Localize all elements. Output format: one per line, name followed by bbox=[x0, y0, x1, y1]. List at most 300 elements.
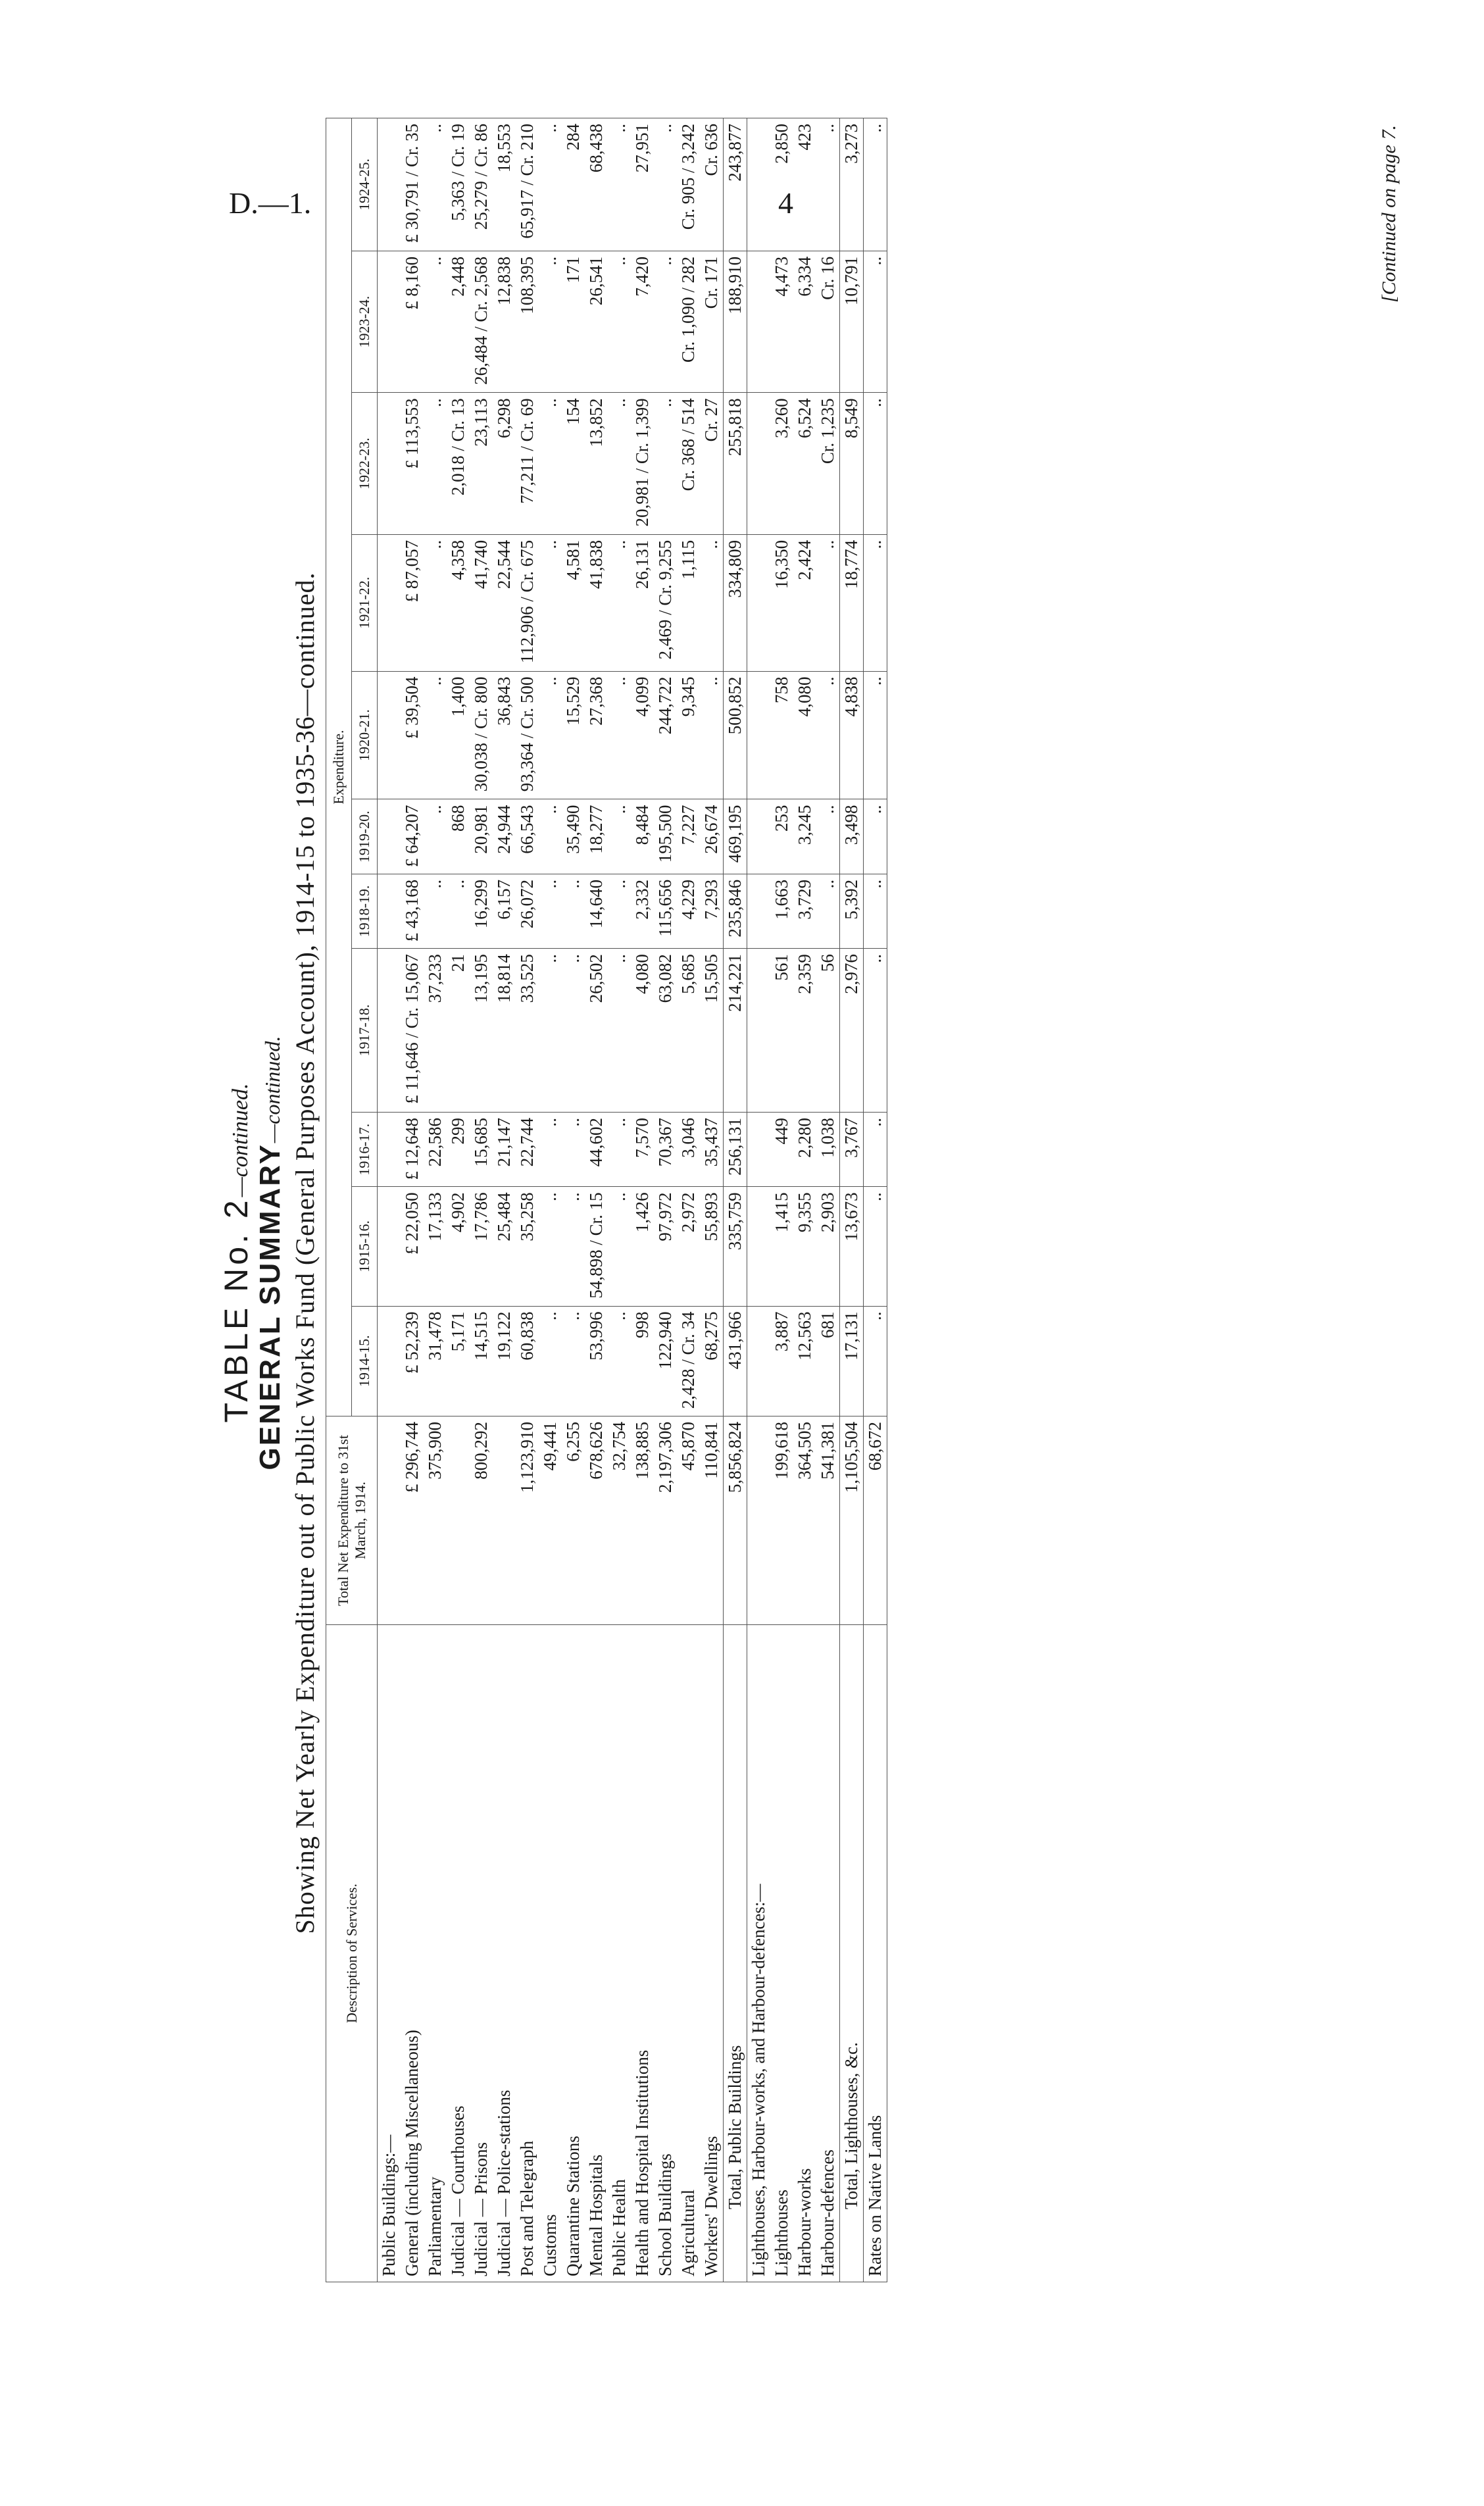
cell-value: 12,563 bbox=[793, 1306, 816, 1416]
cell-value: .. bbox=[816, 118, 840, 251]
cell-value: .. bbox=[864, 1187, 887, 1306]
cell-value bbox=[378, 534, 401, 671]
cell-value: 2,469 / Cr. 9,255 bbox=[654, 534, 677, 671]
cell-value: 678,626 bbox=[585, 1416, 608, 1625]
cell-value: 3,245 bbox=[793, 799, 816, 874]
row-label: Post and Telegraph bbox=[516, 1625, 539, 2282]
cell-value: .. bbox=[864, 393, 887, 535]
cell-value: 108,395 bbox=[516, 251, 539, 393]
cell-value: .. bbox=[539, 949, 562, 1113]
cell-value: 122,940 bbox=[654, 1306, 677, 1416]
cell-value bbox=[378, 1112, 401, 1186]
cell-value: 110,841 bbox=[700, 1416, 724, 1625]
cell-value: 45,870 bbox=[677, 1416, 700, 1625]
cell-value: 1,105,504 bbox=[840, 1416, 864, 1625]
cell-value: 8,549 bbox=[840, 393, 864, 535]
cell-value: 31,478 bbox=[424, 1306, 447, 1416]
cell-value: Cr. 171 bbox=[700, 251, 724, 393]
cell-value: .. bbox=[424, 874, 447, 948]
cell-value: 154 bbox=[562, 393, 585, 535]
cell-value: 1,400 bbox=[447, 671, 470, 799]
cell-value bbox=[747, 671, 771, 799]
cell-value bbox=[378, 874, 401, 948]
cell-value: .. bbox=[864, 799, 887, 874]
cell-value: .. bbox=[608, 1112, 631, 1186]
table-subtitle: Showing Net Yearly Expenditure out of Public Works Fund (General Purposes Account), 1914-15 to 1935-36—continued. bbox=[290, 572, 320, 1934]
cell-value: 3,729 bbox=[793, 874, 816, 948]
cell-value bbox=[747, 118, 771, 251]
cell-value: 65,917 / Cr. 210 bbox=[516, 118, 539, 251]
cell-value: .. bbox=[539, 874, 562, 948]
cell-value: 2,197,306 bbox=[654, 1416, 677, 1625]
cell-value: 17,786 bbox=[470, 1187, 493, 1306]
row-label: Lighthouses bbox=[770, 1625, 793, 2282]
cell-value: 758 bbox=[770, 671, 793, 799]
table-row bbox=[724, 118, 747, 2282]
row-label: Lighthouses, Harbour-works, and Harbour-defences:— bbox=[747, 1625, 771, 2282]
cell-value: 7,293 bbox=[700, 874, 724, 948]
cell-value: 18,553 bbox=[493, 118, 516, 251]
cell-value: 33,525 bbox=[516, 949, 539, 1113]
cell-value: 16,350 bbox=[770, 534, 793, 671]
cell-value: 2,976 bbox=[840, 949, 864, 1113]
cell-value: 5,856,824 bbox=[724, 1416, 747, 1625]
cell-value: 35,258 bbox=[516, 1187, 539, 1306]
cell-value: £ 8,160 bbox=[401, 251, 424, 393]
cell-value: 3,887 bbox=[770, 1306, 793, 1416]
description-header: Description of Services. bbox=[326, 1625, 378, 2282]
cell-value: 7,570 bbox=[631, 1112, 654, 1186]
cell-value bbox=[447, 1416, 470, 1625]
cell-value: 22,744 bbox=[516, 1112, 539, 1186]
row-label: Rates on Native Lands bbox=[864, 1625, 887, 2282]
cell-value: Cr. 636 bbox=[700, 118, 724, 251]
cell-value bbox=[747, 534, 771, 671]
cell-value: 23,113 bbox=[470, 393, 493, 535]
cell-value: 2,850 bbox=[770, 118, 793, 251]
cell-value: .. bbox=[539, 1112, 562, 1186]
cell-value: 800,292 bbox=[470, 1416, 493, 1625]
table-row bbox=[585, 118, 608, 2282]
table-row bbox=[608, 118, 631, 2282]
cell-value: .. bbox=[608, 251, 631, 393]
cell-value: .. bbox=[654, 118, 677, 251]
cell-value: .. bbox=[608, 949, 631, 1113]
table-row bbox=[539, 118, 562, 2282]
table-row bbox=[816, 118, 840, 2282]
cell-value bbox=[747, 1416, 771, 1625]
row-label: School Buildings bbox=[654, 1625, 677, 2282]
row-label: Harbour-defences bbox=[816, 1625, 840, 2282]
total-net-header: Total Net Expenditure to 31st March, 1914. bbox=[326, 1416, 378, 1625]
cell-value: 1,123,910 bbox=[516, 1416, 539, 1625]
cell-value: 4,080 bbox=[631, 949, 654, 1113]
cell-value: 37,233 bbox=[424, 949, 447, 1113]
cell-value: 26,502 bbox=[585, 949, 608, 1113]
cell-value: £ 113,553 bbox=[401, 393, 424, 535]
cell-value: .. bbox=[539, 671, 562, 799]
cell-value: 12,838 bbox=[493, 251, 516, 393]
cell-value: 27,368 bbox=[585, 671, 608, 799]
table-row bbox=[700, 118, 724, 2282]
cell-value: 54,898 / Cr. 15 bbox=[585, 1187, 608, 1306]
cell-value: 253 bbox=[770, 799, 793, 874]
row-label: Judicial — Prisons bbox=[470, 1625, 493, 2282]
cell-value: 26,484 / Cr. 2,568 bbox=[470, 251, 493, 393]
cell-value: .. bbox=[424, 671, 447, 799]
cell-value: 2,018 / Cr. 13 bbox=[447, 393, 470, 535]
cell-value: 9,345 bbox=[677, 671, 700, 799]
cell-value bbox=[378, 251, 401, 393]
cell-value: 68,672 bbox=[864, 1416, 887, 1625]
cell-value: 26,541 bbox=[585, 251, 608, 393]
cell-value: £ 64,207 bbox=[401, 799, 424, 874]
cell-value: 188,910 bbox=[724, 251, 747, 393]
cell-value: 4,902 bbox=[447, 1187, 470, 1306]
cell-value bbox=[378, 949, 401, 1113]
cell-value: .. bbox=[539, 118, 562, 251]
cell-value: 2,428 / Cr. 34 bbox=[677, 1306, 700, 1416]
year-header: 1924-25. bbox=[352, 118, 378, 251]
cell-value bbox=[378, 1306, 401, 1416]
table-row bbox=[493, 118, 516, 2282]
continued-note: [Continued on page 7. bbox=[1378, 125, 1400, 303]
cell-value: .. bbox=[654, 393, 677, 535]
cell-value: 13,673 bbox=[840, 1187, 864, 1306]
cell-value: .. bbox=[608, 534, 631, 671]
cell-value bbox=[747, 251, 771, 393]
cell-value: .. bbox=[608, 1306, 631, 1416]
cell-value: £ 296,744 bbox=[401, 1416, 424, 1625]
row-label: General (including Miscellaneous) bbox=[401, 1625, 424, 2282]
table-row bbox=[747, 118, 771, 2282]
cell-value: 10,791 bbox=[840, 251, 864, 393]
year-header: 1914-15. bbox=[352, 1306, 378, 1416]
cell-value: 561 bbox=[770, 949, 793, 1113]
year-header: 1918-19. bbox=[352, 874, 378, 948]
cell-value bbox=[493, 1416, 516, 1625]
cell-value: 2,972 bbox=[677, 1187, 700, 1306]
table-row bbox=[378, 118, 401, 2282]
cell-value: 25,279 / Cr. 86 bbox=[470, 118, 493, 251]
table-number-heading: TABLE No. 2—continued. bbox=[218, 1083, 255, 1423]
cell-value: 1,415 bbox=[770, 1187, 793, 1306]
document-reference: D.—1. bbox=[229, 186, 312, 220]
cell-value: 4,581 bbox=[562, 534, 585, 671]
cell-value: .. bbox=[700, 534, 724, 671]
cell-value: 93,364 / Cr. 500 bbox=[516, 671, 539, 799]
cell-value: 364,505 bbox=[793, 1416, 816, 1625]
cell-value: 375,900 bbox=[424, 1416, 447, 1625]
year-header: 1921-22. bbox=[352, 534, 378, 671]
cell-value: 4,473 bbox=[770, 251, 793, 393]
cell-value: 3,273 bbox=[840, 118, 864, 251]
table-row bbox=[516, 118, 539, 2282]
cell-value: .. bbox=[608, 799, 631, 874]
cell-value: .. bbox=[424, 118, 447, 251]
cell-value: 500,852 bbox=[724, 671, 747, 799]
cell-value: 6,524 bbox=[793, 393, 816, 535]
table-row bbox=[770, 118, 793, 2282]
row-label: Public Buildings:— bbox=[378, 1625, 401, 2282]
cell-value: .. bbox=[864, 1306, 887, 1416]
cell-value: 53,996 bbox=[585, 1306, 608, 1416]
cell-value: 469,195 bbox=[724, 799, 747, 874]
cell-value: 2,332 bbox=[631, 874, 654, 948]
table-row bbox=[447, 118, 470, 2282]
cell-value: .. bbox=[447, 874, 470, 948]
cell-value: .. bbox=[816, 799, 840, 874]
cell-value: .. bbox=[608, 874, 631, 948]
cell-value: 2,448 bbox=[447, 251, 470, 393]
cell-value: 449 bbox=[770, 1112, 793, 1186]
cell-value: 14,515 bbox=[470, 1306, 493, 1416]
cell-value: 44,602 bbox=[585, 1112, 608, 1186]
cell-value: 22,586 bbox=[424, 1112, 447, 1186]
cell-value: 41,740 bbox=[470, 534, 493, 671]
cell-value: £ 22,050 bbox=[401, 1187, 424, 1306]
table-row bbox=[470, 118, 493, 2282]
cell-value: 55,893 bbox=[700, 1187, 724, 1306]
cell-value: .. bbox=[562, 874, 585, 948]
cell-value: 8,484 bbox=[631, 799, 654, 874]
cell-value: 1,663 bbox=[770, 874, 793, 948]
row-label: Mental Hospitals bbox=[585, 1625, 608, 2282]
cell-value: £ 52,239 bbox=[401, 1306, 424, 1416]
cell-value: 195,500 bbox=[654, 799, 677, 874]
cell-value: 2,903 bbox=[816, 1187, 840, 1306]
cell-value: 2,359 bbox=[793, 949, 816, 1113]
cell-value: .. bbox=[562, 1112, 585, 1186]
year-header: 1917-18. bbox=[352, 949, 378, 1113]
table-row bbox=[631, 118, 654, 2282]
cell-value: 6,334 bbox=[793, 251, 816, 393]
table-row bbox=[793, 118, 816, 2282]
cell-value: 60,838 bbox=[516, 1306, 539, 1416]
cell-value: 18,277 bbox=[585, 799, 608, 874]
cell-value: .. bbox=[539, 799, 562, 874]
table-row bbox=[840, 118, 864, 2282]
cell-value: 4,099 bbox=[631, 671, 654, 799]
table-row bbox=[401, 118, 424, 2282]
cell-value: .. bbox=[816, 534, 840, 671]
cell-value: 171 bbox=[562, 251, 585, 393]
cell-value: 3,260 bbox=[770, 393, 793, 535]
cell-value: .. bbox=[608, 118, 631, 251]
page-number: 4 bbox=[778, 186, 793, 220]
cell-value: 16,299 bbox=[470, 874, 493, 948]
summary-heading: GENERAL SUMMARY—continued. bbox=[254, 1036, 286, 1470]
row-label: Customs bbox=[539, 1625, 562, 2282]
cell-value: 68,275 bbox=[700, 1306, 724, 1416]
cell-value: 9,355 bbox=[793, 1187, 816, 1306]
row-label: Workers' Dwellings bbox=[700, 1625, 724, 2282]
cell-value: 431,966 bbox=[724, 1306, 747, 1416]
cell-value bbox=[378, 1416, 401, 1625]
cell-value: .. bbox=[608, 393, 631, 535]
cell-value: 77,211 / Cr. 69 bbox=[516, 393, 539, 535]
cell-value bbox=[747, 1306, 771, 1416]
cell-value: 49,441 bbox=[539, 1416, 562, 1625]
cell-value: 256,131 bbox=[724, 1112, 747, 1186]
cell-value: 5,171 bbox=[447, 1306, 470, 1416]
cell-value: 1,038 bbox=[816, 1112, 840, 1186]
cell-value: 18,774 bbox=[840, 534, 864, 671]
cell-value: .. bbox=[562, 1187, 585, 1306]
row-label: Judicial — Police-stations bbox=[493, 1625, 516, 2282]
cell-value: 97,972 bbox=[654, 1187, 677, 1306]
cell-value: 24,944 bbox=[493, 799, 516, 874]
year-header: 1923-24. bbox=[352, 251, 378, 393]
cell-value bbox=[378, 1187, 401, 1306]
cell-value: 4,080 bbox=[793, 671, 816, 799]
table-row bbox=[654, 118, 677, 2282]
cell-value: .. bbox=[654, 251, 677, 393]
year-header: 1915-16. bbox=[352, 1187, 378, 1306]
cell-value: .. bbox=[700, 671, 724, 799]
cell-value: Cr. 905 / 3,242 bbox=[677, 118, 700, 251]
cell-value: 22,544 bbox=[493, 534, 516, 671]
cell-value bbox=[378, 799, 401, 874]
cell-value: 13,195 bbox=[470, 949, 493, 1113]
year-header: 1919-20. bbox=[352, 799, 378, 874]
cell-value: 255,818 bbox=[724, 393, 747, 535]
cell-value: .. bbox=[539, 393, 562, 535]
cell-value: 56 bbox=[816, 949, 840, 1113]
cell-value: .. bbox=[424, 393, 447, 535]
cell-value: .. bbox=[608, 1187, 631, 1306]
cell-value: 423 bbox=[793, 118, 816, 251]
table-body bbox=[378, 118, 887, 2282]
cell-value: 4,358 bbox=[447, 534, 470, 671]
cell-value: Cr. 27 bbox=[700, 393, 724, 535]
expenditure-table bbox=[326, 118, 887, 2282]
cell-value: 21 bbox=[447, 949, 470, 1113]
cell-value: 335,759 bbox=[724, 1187, 747, 1306]
row-label: Quarantine Stations bbox=[562, 1625, 585, 2282]
cell-value: 19,122 bbox=[493, 1306, 516, 1416]
cell-value: 112,906 / Cr. 675 bbox=[516, 534, 539, 671]
cell-value: .. bbox=[562, 949, 585, 1113]
expenditure-header: Expenditure. bbox=[326, 118, 352, 1416]
cell-value: 15,505 bbox=[700, 949, 724, 1113]
cell-value: 235,846 bbox=[724, 874, 747, 948]
cell-value: 26,131 bbox=[631, 534, 654, 671]
cell-value: 244,722 bbox=[654, 671, 677, 799]
cell-value: 66,543 bbox=[516, 799, 539, 874]
cell-value: 5,685 bbox=[677, 949, 700, 1113]
cell-value: 35,437 bbox=[700, 1112, 724, 1186]
cell-value: 36,843 bbox=[493, 671, 516, 799]
cell-value: 7,227 bbox=[677, 799, 700, 874]
cell-value: 26,072 bbox=[516, 874, 539, 948]
cell-value: 13,852 bbox=[585, 393, 608, 535]
cell-value: .. bbox=[864, 534, 887, 671]
year-header: 1920-21. bbox=[352, 671, 378, 799]
row-label: Parliamentary bbox=[424, 1625, 447, 2282]
cell-value: 115,656 bbox=[654, 874, 677, 948]
cell-value: 15,685 bbox=[470, 1112, 493, 1186]
cell-value: 214,221 bbox=[724, 949, 747, 1113]
cell-value: 1,426 bbox=[631, 1187, 654, 1306]
cell-value: .. bbox=[816, 671, 840, 799]
cell-value: .. bbox=[816, 874, 840, 948]
cell-value: 284 bbox=[562, 118, 585, 251]
cell-value: 2,424 bbox=[793, 534, 816, 671]
cell-value: Cr. 1,235 bbox=[816, 393, 840, 535]
cell-value: 25,484 bbox=[493, 1187, 516, 1306]
table-row bbox=[677, 118, 700, 2282]
row-label: Harbour-works bbox=[793, 1625, 816, 2282]
year-header: 1916-17. bbox=[352, 1112, 378, 1186]
cell-value: 199,618 bbox=[770, 1416, 793, 1625]
row-label: Public Health bbox=[608, 1625, 631, 2282]
row-label: Judicial — Courthouses bbox=[447, 1625, 470, 2282]
cell-value: .. bbox=[864, 118, 887, 251]
cell-value: .. bbox=[608, 671, 631, 799]
cell-value: 4,838 bbox=[840, 671, 864, 799]
cell-value: .. bbox=[424, 534, 447, 671]
cell-value bbox=[378, 118, 401, 251]
cell-value: .. bbox=[864, 1112, 887, 1186]
row-label: Health and Hospital Institutions bbox=[631, 1625, 654, 2282]
header-row-1 bbox=[326, 118, 352, 2282]
cell-value: 334,809 bbox=[724, 534, 747, 671]
cell-value: 868 bbox=[447, 799, 470, 874]
year-header: 1922-23. bbox=[352, 393, 378, 535]
cell-value: 138,885 bbox=[631, 1416, 654, 1625]
cell-value: 20,981 / Cr. 1,399 bbox=[631, 393, 654, 535]
cell-value: 35,490 bbox=[562, 799, 585, 874]
cell-value: 2,280 bbox=[793, 1112, 816, 1186]
cell-value: 243,877 bbox=[724, 118, 747, 251]
row-label: Agricultural bbox=[677, 1625, 700, 2282]
cell-value: .. bbox=[864, 874, 887, 948]
cell-value: 3,498 bbox=[840, 799, 864, 874]
cell-value: 3,767 bbox=[840, 1112, 864, 1186]
cell-value: 18,814 bbox=[493, 949, 516, 1113]
cell-value: 30,038 / Cr. 800 bbox=[470, 671, 493, 799]
cell-value: .. bbox=[539, 251, 562, 393]
cell-value: 27,951 bbox=[631, 118, 654, 251]
cell-value: 15,529 bbox=[562, 671, 585, 799]
cell-value: £ 43,168 bbox=[401, 874, 424, 948]
cell-value: 299 bbox=[447, 1112, 470, 1186]
cell-value: .. bbox=[864, 251, 887, 393]
cell-value: 5,392 bbox=[840, 874, 864, 948]
cell-value: £ 12,648 bbox=[401, 1112, 424, 1186]
cell-value: 68,438 bbox=[585, 118, 608, 251]
cell-value: 20,981 bbox=[470, 799, 493, 874]
cell-value: 6,255 bbox=[562, 1416, 585, 1625]
cell-value: Cr. 1,090 / 282 bbox=[677, 251, 700, 393]
cell-value: 998 bbox=[631, 1306, 654, 1416]
cell-value: 1,115 bbox=[677, 534, 700, 671]
cell-value: 41,838 bbox=[585, 534, 608, 671]
row-label: Total, Lighthouses, &c. bbox=[840, 1625, 864, 2282]
cell-value: 6,298 bbox=[493, 393, 516, 535]
cell-value bbox=[378, 671, 401, 799]
cell-value: 21,147 bbox=[493, 1112, 516, 1186]
cell-value: £ 30,791 / Cr. 35 bbox=[401, 118, 424, 251]
cell-value bbox=[747, 949, 771, 1113]
cell-value: 3,046 bbox=[677, 1112, 700, 1186]
cell-value: 32,754 bbox=[608, 1416, 631, 1625]
table-row bbox=[864, 118, 887, 2282]
cell-value: Cr. 16 bbox=[816, 251, 840, 393]
cell-value: 70,367 bbox=[654, 1112, 677, 1186]
cell-value: 6,157 bbox=[493, 874, 516, 948]
